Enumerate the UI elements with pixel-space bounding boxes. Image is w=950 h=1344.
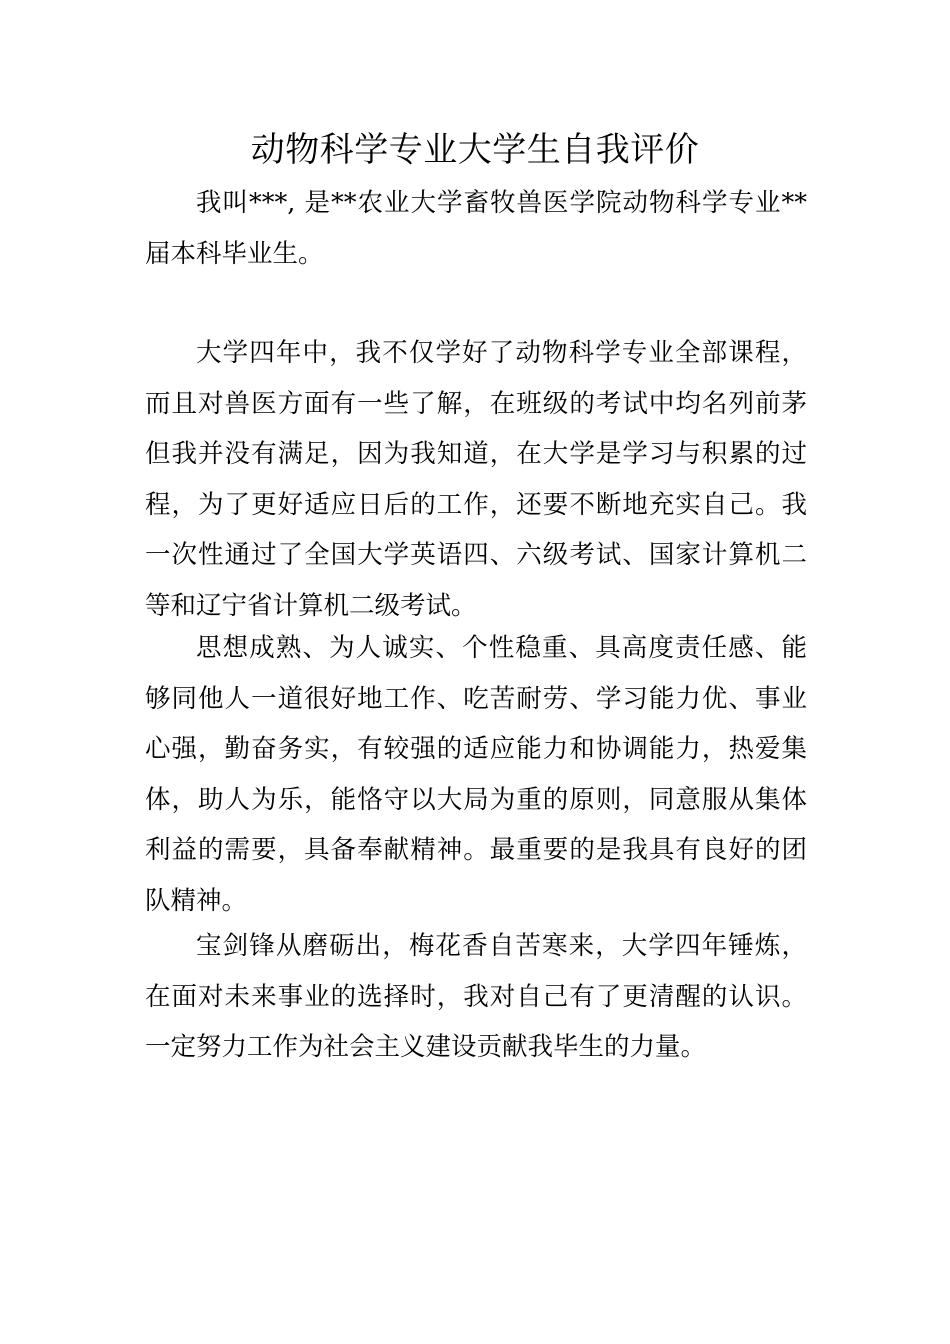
paragraph-character: 思想成熟、为人诚实、个性稳重、具高度责任感、能够同他人一道很好地工作、吃苦耐劳、学习能力优、事业心强，勤奋务实，有较强的适应能力和协调能力，热爱集体，助人为乐，能恪守以大局为重的原则，同意服从集体利益的需要，具备奉献精神。最重要的是我具有良好的团队精神。 — [145, 633, 807, 916]
document-title: 动物科学专业大学生自我评价 — [250, 130, 700, 170]
paragraph-studies: 大学四年中，我不仅学好了动物科学专业全部课程，而且对兽医方面有一些了解，在班级的考试中均名列前茅但我并没有满足，因为我知道，在大学是学习与积累的过程，为了更好适应日后的工作，还要不断地充实自己。我一次性通过了全国大学英语四、六级考试、国家计算机二等和辽宁省计算机二级考试。 — [145, 338, 807, 621]
paragraph-conclusion: 宝剑锋从磨砺出，梅花香自苦寒来，大学四年锤炼，在面对未来事业的选择时，我对自己有了更清醒的认识。一定努力工作为社会主义建设贡献我毕生的力量。 — [145, 931, 807, 1063]
paragraph-introduction: 我叫***, 是**农业大学畜牧兽医学院动物科学专业**届本科毕业生。 — [145, 188, 807, 269]
